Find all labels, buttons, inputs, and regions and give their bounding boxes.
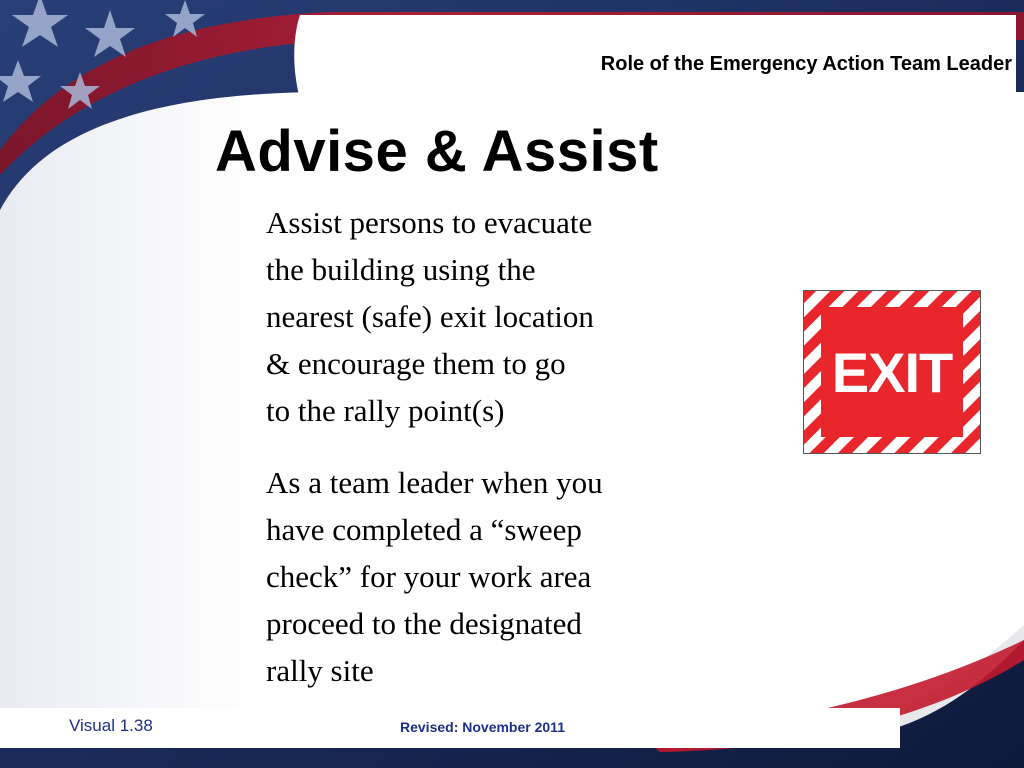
- paragraph-team-leader: [266, 459, 756, 694]
- body-line: to the rally point(s): [266, 393, 505, 428]
- slide-title: Advise & Assist: [215, 119, 659, 184]
- paragraph-assist: [266, 199, 756, 434]
- footer-revised-date: Revised: November 2011: [400, 719, 565, 735]
- header-title: Role of the Emergency Action Team Leader: [600, 53, 1012, 75]
- body-line: proceed to the designated: [266, 606, 582, 641]
- body-line: check” for your work area: [266, 559, 592, 594]
- body-line: nearest (safe) exit location: [266, 299, 594, 334]
- footer-visual-number: Visual 1.38: [69, 716, 153, 735]
- body-line: Assist persons to evacuate: [266, 205, 593, 240]
- body-line: As a team leader when you: [266, 465, 603, 500]
- body-line: the building using the: [266, 252, 536, 287]
- body-line: have completed a “sweep: [266, 512, 582, 547]
- exit-sign-icon: [803, 290, 981, 454]
- exit-sign-label: EXIT: [831, 341, 953, 404]
- body-line: rally site: [266, 653, 374, 688]
- body-line: & encourage them to go: [266, 346, 566, 381]
- slide-body: [266, 199, 756, 694]
